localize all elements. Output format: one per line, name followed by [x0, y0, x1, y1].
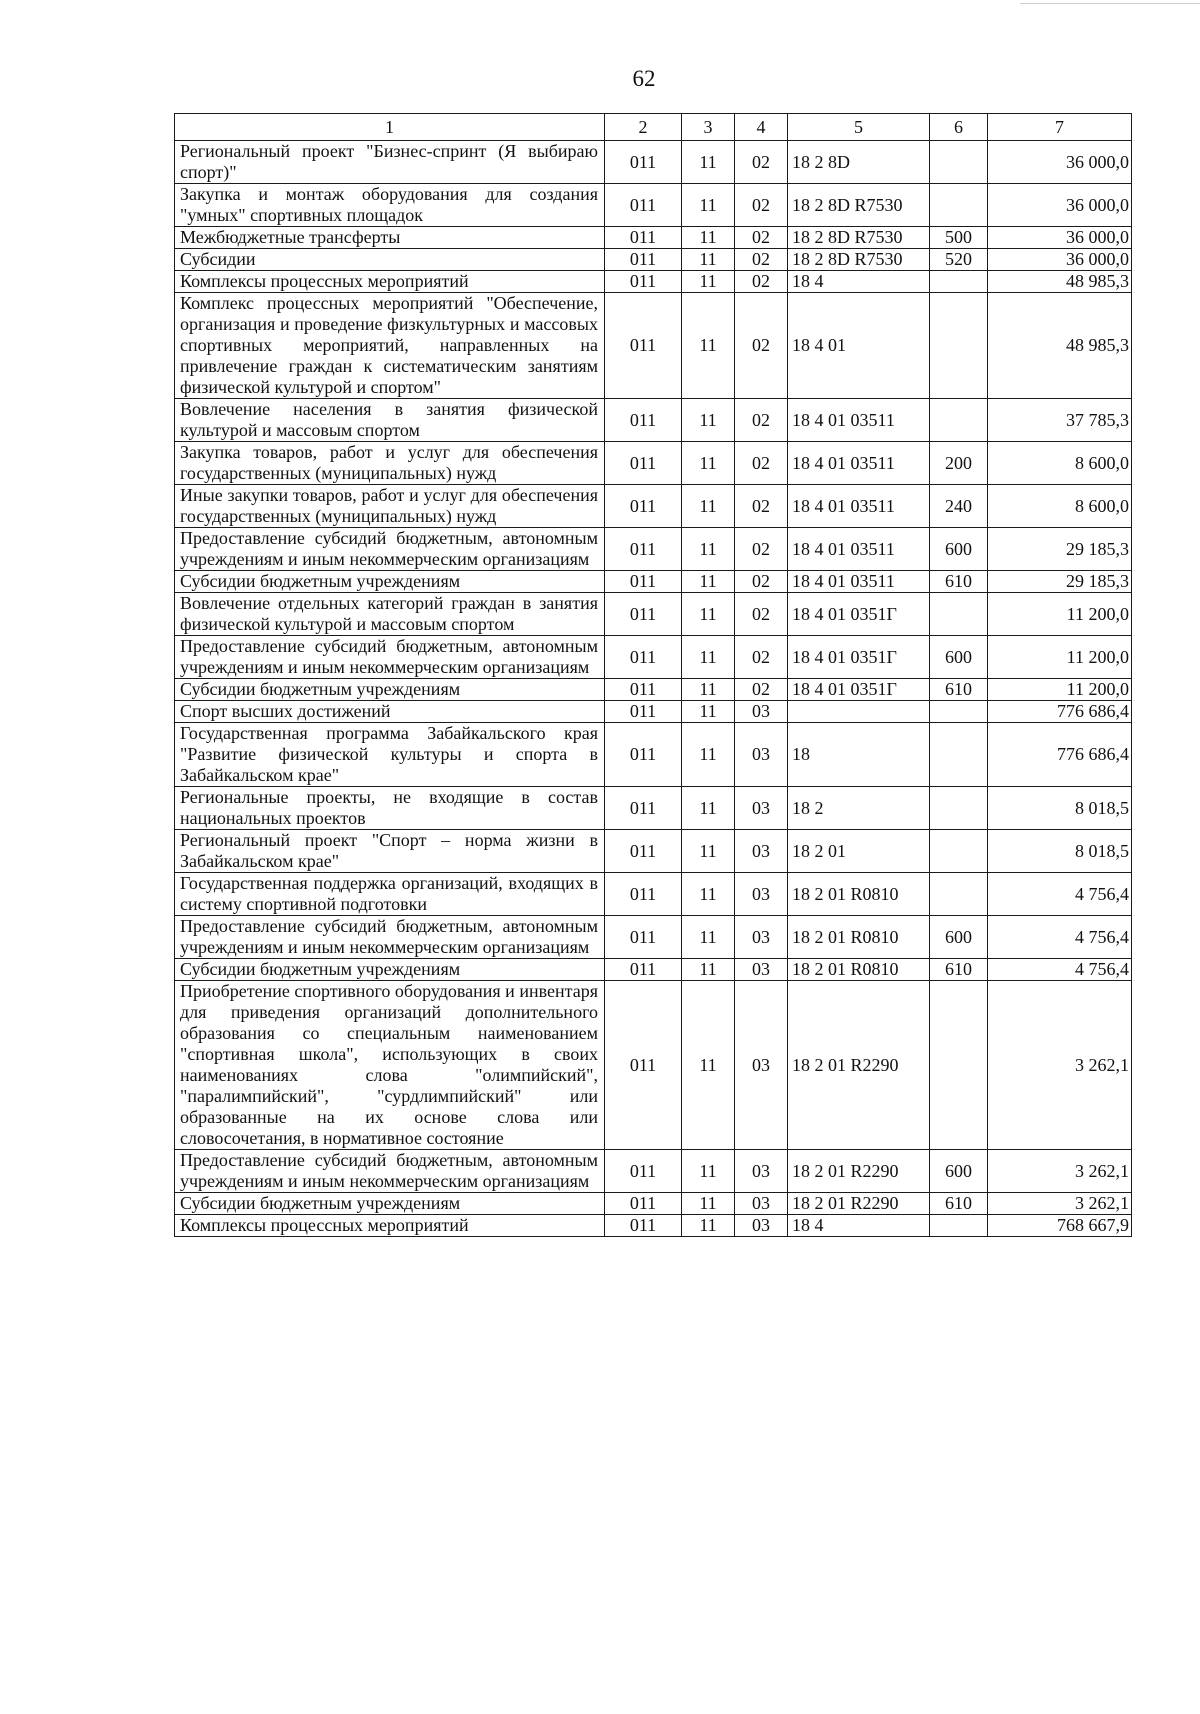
cell-col-7: 3 262,1 [988, 1150, 1132, 1193]
cell-name: Предоставление субсидий бюджетным, автономным учреждениям и иным некоммерческим организациям [175, 916, 605, 959]
cell-col-3: 11 [682, 271, 735, 293]
cell-col-7: 3 262,1 [988, 981, 1132, 1150]
cell-col-2: 011 [605, 873, 682, 916]
cell-name: Субсидии бюджетным учреждениям [175, 959, 605, 981]
table-row [175, 916, 1132, 959]
cell-col-5: 18 2 8D R7530 [788, 184, 930, 227]
cell-col-4: 02 [735, 399, 788, 442]
cell-col-4: 02 [735, 485, 788, 528]
cell-col-2: 011 [605, 528, 682, 571]
cell-col-2: 011 [605, 399, 682, 442]
cell-col-2: 011 [605, 184, 682, 227]
cell-col-6 [930, 873, 988, 916]
cell-col-6: 610 [930, 679, 988, 701]
cell-col-6 [930, 293, 988, 399]
cell-col-2: 011 [605, 1150, 682, 1193]
table-body [175, 141, 1132, 1237]
cell-col-5: 18 2 01 R0810 [788, 959, 930, 981]
cell-col-7: 4 756,4 [988, 959, 1132, 981]
cell-col-5: 18 2 01 R0810 [788, 916, 930, 959]
cell-col-2: 011 [605, 271, 682, 293]
cell-name: Государственная поддержка организаций, входящих в систему спортивной подготовки [175, 873, 605, 916]
cell-name: Предоставление субсидий бюджетным, автономным учреждениям и иным некоммерческим организациям [175, 528, 605, 571]
cell-col-4: 02 [735, 293, 788, 399]
table-row [175, 1215, 1132, 1237]
cell-col-4: 03 [735, 1193, 788, 1215]
cell-col-6 [930, 787, 988, 830]
cell-name: Региональный проект "Бизнес-спринт (Я выбираю спорт)" [175, 141, 605, 184]
table-row [175, 399, 1132, 442]
table-row [175, 1150, 1132, 1193]
cell-col-3: 11 [682, 249, 735, 271]
table-row [175, 701, 1132, 723]
column-header-7: 7 [988, 114, 1132, 141]
table-row [175, 141, 1132, 184]
cell-col-7: 11 200,0 [988, 636, 1132, 679]
table-row [175, 271, 1132, 293]
cell-col-3: 11 [682, 141, 735, 184]
cell-col-7: 36 000,0 [988, 249, 1132, 271]
table-row [175, 485, 1132, 528]
cell-col-4: 02 [735, 141, 788, 184]
cell-col-4: 03 [735, 701, 788, 723]
cell-col-7: 36 000,0 [988, 141, 1132, 184]
cell-col-2: 011 [605, 593, 682, 636]
cell-col-7: 768 667,9 [988, 1215, 1132, 1237]
cell-col-5: 18 4 01 0351Г [788, 679, 930, 701]
cell-name: Приобретение спортивного оборудования и инвентаря для приведения организаций дополнительного образования со специальным наименованием "спортивная школа", использующих в своих наименованиях слова "олимпийский", "паралимпийский", "сурдлимпийский" или образованные на их основе слова или словосочетания, в нормативное состояние [175, 981, 605, 1150]
cell-col-7: 8 018,5 [988, 830, 1132, 873]
cell-name: Региональные проекты, не входящие в состав национальных проектов [175, 787, 605, 830]
cell-col-5: 18 4 01 0351Г [788, 636, 930, 679]
cell-col-6 [930, 141, 988, 184]
cell-col-4: 02 [735, 184, 788, 227]
cell-col-4: 03 [735, 787, 788, 830]
cell-col-2: 011 [605, 249, 682, 271]
cell-col-3: 11 [682, 959, 735, 981]
table-row [175, 723, 1132, 787]
cell-col-6: 200 [930, 442, 988, 485]
cell-col-2: 011 [605, 679, 682, 701]
cell-col-5: 18 2 01 R2290 [788, 1193, 930, 1215]
cell-col-7: 11 200,0 [988, 593, 1132, 636]
table-header [175, 114, 1132, 141]
cell-col-2: 011 [605, 141, 682, 184]
cell-col-7: 8 600,0 [988, 485, 1132, 528]
column-header-1: 1 [175, 114, 605, 141]
cell-col-6: 600 [930, 528, 988, 571]
cell-col-3: 11 [682, 399, 735, 442]
top-scan-rule [1020, 3, 1200, 4]
table-row [175, 227, 1132, 249]
cell-col-3: 11 [682, 227, 735, 249]
cell-col-6: 610 [930, 571, 988, 593]
table-row [175, 571, 1132, 593]
cell-col-2: 011 [605, 723, 682, 787]
cell-col-4: 02 [735, 249, 788, 271]
cell-col-7: 48 985,3 [988, 293, 1132, 399]
cell-col-3: 11 [682, 873, 735, 916]
cell-name: Субсидии бюджетным учреждениям [175, 571, 605, 593]
cell-col-3: 11 [682, 293, 735, 399]
cell-col-3: 11 [682, 723, 735, 787]
cell-name: Межбюджетные трансферты [175, 227, 605, 249]
cell-col-6 [930, 593, 988, 636]
page-number: 62 [632, 66, 656, 91]
column-header-2: 2 [605, 114, 682, 141]
cell-col-2: 011 [605, 485, 682, 528]
column-header-6: 6 [930, 114, 988, 141]
cell-col-4: 03 [735, 959, 788, 981]
cell-name: Спорт высших достижений [175, 701, 605, 723]
cell-col-7: 36 000,0 [988, 227, 1132, 249]
cell-col-2: 011 [605, 1215, 682, 1237]
cell-col-5: 18 [788, 723, 930, 787]
table-row [175, 873, 1132, 916]
cell-name: Комплексы процессных мероприятий [175, 271, 605, 293]
cell-col-7: 776 686,4 [988, 723, 1132, 787]
table-row [175, 593, 1132, 636]
cell-name: Предоставление субсидий бюджетным, автономным учреждениям и иным некоммерческим организациям [175, 1150, 605, 1193]
column-header-3: 3 [682, 114, 735, 141]
cell-col-6 [930, 271, 988, 293]
cell-name: Комплекс процессных мероприятий "Обеспечение, организация и проведение физкультурных и массовых спортивных мероприятий, направленных на привлечение граждан к систематическим занятиям физической культурой и спортом" [175, 293, 605, 399]
cell-col-5: 18 4 [788, 271, 930, 293]
cell-col-6: 600 [930, 636, 988, 679]
cell-col-3: 11 [682, 184, 735, 227]
cell-col-4: 03 [735, 723, 788, 787]
cell-col-4: 02 [735, 528, 788, 571]
column-header-5: 5 [788, 114, 930, 141]
cell-col-7: 37 785,3 [988, 399, 1132, 442]
cell-col-3: 11 [682, 1193, 735, 1215]
cell-col-6: 600 [930, 916, 988, 959]
cell-col-2: 011 [605, 293, 682, 399]
cell-name: Региональный проект "Спорт – норма жизни в Забайкальском крае" [175, 830, 605, 873]
cell-col-5: 18 4 01 [788, 293, 930, 399]
cell-col-7: 8 600,0 [988, 442, 1132, 485]
cell-col-6 [930, 723, 988, 787]
table-row [175, 830, 1132, 873]
cell-col-7: 48 985,3 [988, 271, 1132, 293]
cell-col-3: 11 [682, 528, 735, 571]
cell-col-3: 11 [682, 916, 735, 959]
cell-col-7: 29 185,3 [988, 571, 1132, 593]
cell-col-2: 011 [605, 830, 682, 873]
cell-col-7: 4 756,4 [988, 873, 1132, 916]
cell-col-5: 18 2 8D R7530 [788, 249, 930, 271]
cell-col-5: 18 4 01 03511 [788, 399, 930, 442]
cell-col-6 [930, 399, 988, 442]
cell-col-6 [930, 701, 988, 723]
cell-col-3: 11 [682, 636, 735, 679]
cell-name: Комплексы процессных мероприятий [175, 1215, 605, 1237]
cell-col-5: 18 4 01 03511 [788, 442, 930, 485]
cell-col-6: 240 [930, 485, 988, 528]
cell-col-4: 03 [735, 916, 788, 959]
cell-col-2: 011 [605, 1193, 682, 1215]
cell-name: Предоставление субсидий бюджетным, автономным учреждениям и иным некоммерческим организациям [175, 636, 605, 679]
cell-col-5: 18 4 [788, 1215, 930, 1237]
cell-col-4: 03 [735, 830, 788, 873]
cell-col-3: 11 [682, 679, 735, 701]
cell-col-7: 36 000,0 [988, 184, 1132, 227]
cell-name: Вовлечение населения в занятия физической культурой и массовым спортом [175, 399, 605, 442]
cell-col-4: 03 [735, 1215, 788, 1237]
cell-col-3: 11 [682, 593, 735, 636]
cell-col-4: 02 [735, 271, 788, 293]
table-row [175, 959, 1132, 981]
cell-col-5: 18 4 01 03511 [788, 571, 930, 593]
cell-col-7: 11 200,0 [988, 679, 1132, 701]
cell-col-4: 02 [735, 593, 788, 636]
table-row [175, 528, 1132, 571]
cell-col-4: 02 [735, 571, 788, 593]
table-row [175, 787, 1132, 830]
cell-col-7: 3 262,1 [988, 1193, 1132, 1215]
cell-col-2: 011 [605, 787, 682, 830]
cell-col-2: 011 [605, 916, 682, 959]
cell-col-2: 011 [605, 442, 682, 485]
column-header-4: 4 [735, 114, 788, 141]
cell-col-3: 11 [682, 830, 735, 873]
cell-col-5: 18 2 01 R2290 [788, 981, 930, 1150]
cell-col-3: 11 [682, 1150, 735, 1193]
table-row [175, 442, 1132, 485]
cell-col-6 [930, 981, 988, 1150]
cell-col-6 [930, 830, 988, 873]
cell-name: Иные закупки товаров, работ и услуг для обеспечения государственных (муниципальных) нужд [175, 485, 605, 528]
header-row [175, 114, 1132, 141]
table-row [175, 679, 1132, 701]
cell-col-3: 11 [682, 571, 735, 593]
cell-col-6 [930, 1215, 988, 1237]
cell-name: Закупка товаров, работ и услуг для обеспечения государственных (муниципальных) нужд [175, 442, 605, 485]
cell-col-5: 18 2 8D [788, 141, 930, 184]
cell-col-7: 776 686,4 [988, 701, 1132, 723]
cell-col-2: 011 [605, 959, 682, 981]
cell-col-3: 11 [682, 981, 735, 1150]
cell-name: Субсидии бюджетным учреждениям [175, 1193, 605, 1215]
budget-table [174, 113, 1132, 1237]
cell-col-2: 011 [605, 981, 682, 1150]
cell-col-3: 11 [682, 701, 735, 723]
cell-col-3: 11 [682, 442, 735, 485]
cell-col-4: 02 [735, 636, 788, 679]
cell-col-4: 03 [735, 981, 788, 1150]
cell-col-4: 02 [735, 227, 788, 249]
cell-col-3: 11 [682, 1215, 735, 1237]
cell-col-5: 18 2 01 R0810 [788, 873, 930, 916]
table-row [175, 981, 1132, 1150]
table-row [175, 184, 1132, 227]
cell-name: Субсидии [175, 249, 605, 271]
table-row [175, 249, 1132, 271]
cell-col-6: 610 [930, 959, 988, 981]
cell-col-4: 03 [735, 1150, 788, 1193]
cell-col-2: 011 [605, 571, 682, 593]
cell-col-6 [930, 184, 988, 227]
cell-name: Субсидии бюджетным учреждениям [175, 679, 605, 701]
cell-name: Закупка и монтаж оборудования для создания "умных" спортивных площадок [175, 184, 605, 227]
table-row [175, 293, 1132, 399]
cell-name: Вовлечение отдельных категорий граждан в занятия физической культурой и массовым спортом [175, 593, 605, 636]
cell-col-6: 520 [930, 249, 988, 271]
cell-col-6: 600 [930, 1150, 988, 1193]
table-row [175, 1193, 1132, 1215]
cell-col-7: 4 756,4 [988, 916, 1132, 959]
cell-col-4: 02 [735, 442, 788, 485]
cell-col-2: 011 [605, 701, 682, 723]
table-row [175, 636, 1132, 679]
cell-col-5: 18 4 01 03511 [788, 485, 930, 528]
cell-col-5: 18 4 01 03511 [788, 528, 930, 571]
cell-col-5: 18 2 01 [788, 830, 930, 873]
cell-name: Государственная программа Забайкальского края "Развитие физической культуры и спорта в Забайкальском крае" [175, 723, 605, 787]
cell-col-7: 8 018,5 [988, 787, 1132, 830]
cell-col-3: 11 [682, 485, 735, 528]
cell-col-4: 02 [735, 679, 788, 701]
cell-col-5 [788, 701, 930, 723]
cell-col-5: 18 2 8D R7530 [788, 227, 930, 249]
cell-col-5: 18 2 [788, 787, 930, 830]
cell-col-2: 011 [605, 636, 682, 679]
cell-col-5: 18 4 01 0351Г [788, 593, 930, 636]
cell-col-3: 11 [682, 787, 735, 830]
cell-col-7: 29 185,3 [988, 528, 1132, 571]
cell-col-6: 610 [930, 1193, 988, 1215]
cell-col-6: 500 [930, 227, 988, 249]
cell-col-5: 18 2 01 R2290 [788, 1150, 930, 1193]
cell-col-4: 03 [735, 873, 788, 916]
cell-col-2: 011 [605, 227, 682, 249]
